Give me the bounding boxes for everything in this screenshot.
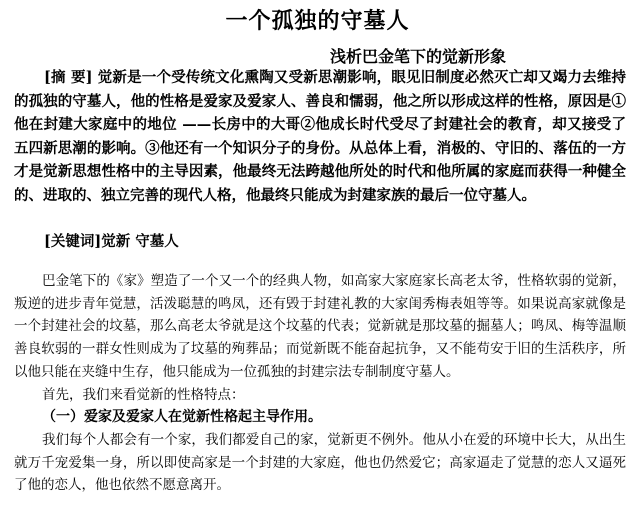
abstract — [14, 66, 626, 207]
body-paragraph-1: 巴金笔下的《家》塑造了一个又一个的经典人物，如高家大家庭家长高老太爷，性格软弱的觉新，叛逆的进步青年觉慧，活泼聪慧的鸣凤，还有毁于封建礼教的大家闺秀梅表姐等等。如果说高家就像是一个封建社会的坟墓，那么高老太爷就是这个坟墓的代表；觉新就是那坟墓的掘墓人；鸣凤、梅等温顺善良软弱的一群女性则成为了坟墓的殉葬品；而觉新既不能奋起抗争，又不能苟安于旧的生活秩序，所以他只能在夹缝中生存，他只能成为一位孤独的封建宗法专制制度守墓人。 — [14, 273, 626, 380]
document-title: 一个孤独的守墓人 — [225, 8, 410, 34]
section-heading: （一）爱家及爱家人在觉新性格起主导作用。 — [42, 409, 322, 426]
abstract-tag: [摘 要] — [44, 69, 93, 86]
keywords — [44, 230, 179, 251]
body-paragraph-3: 我们每个人都会有一个家，我们都爱自己的家，觉新更不例外。他从小在爱的环境中长大，从出生就万千宠爱集一身，所以即使高家是一个封建的大家庭，他也仍然爱它；高家逼走了觉慧的恋人又逼死了他的恋人，他也依然不愿意离开。 — [14, 431, 626, 494]
abstract-text: 觉新是一个受传统文化熏陶又受新思潮影响，眼见旧制度必然灭亡却又竭力去维持的孤独的守墓人，他的性格是爱家及爱家人、善良和懦弱，他之所以形成这样的性格，原因是①他在封建大家庭中的地位 ——长房中的大哥②他成长时代受尽了封建社会的教育，却又接受了五四新思潮的影响。③他还有一个知识分子的身份。从总体上看，消极的、守旧的、落伍的一方才是觉新思想性格中的主导因素，他最终无法跨越他所处的时代和他所属的家庭而获得一种健全的、进取的、独立完善的现代人格，他最终只能成为封建家族的最后一位守墓人。 — [14, 69, 626, 204]
document-subtitle: 浅析巴金笔下的觉新形象 — [330, 47, 507, 66]
body-text — [14, 270, 626, 497]
keywords-tag: [关键词] — [44, 233, 102, 250]
keywords-text: 觉新 守墓人 — [101, 233, 179, 250]
body-paragraph-2: 首先，我们来看觉新的性格特点： — [42, 386, 245, 403]
